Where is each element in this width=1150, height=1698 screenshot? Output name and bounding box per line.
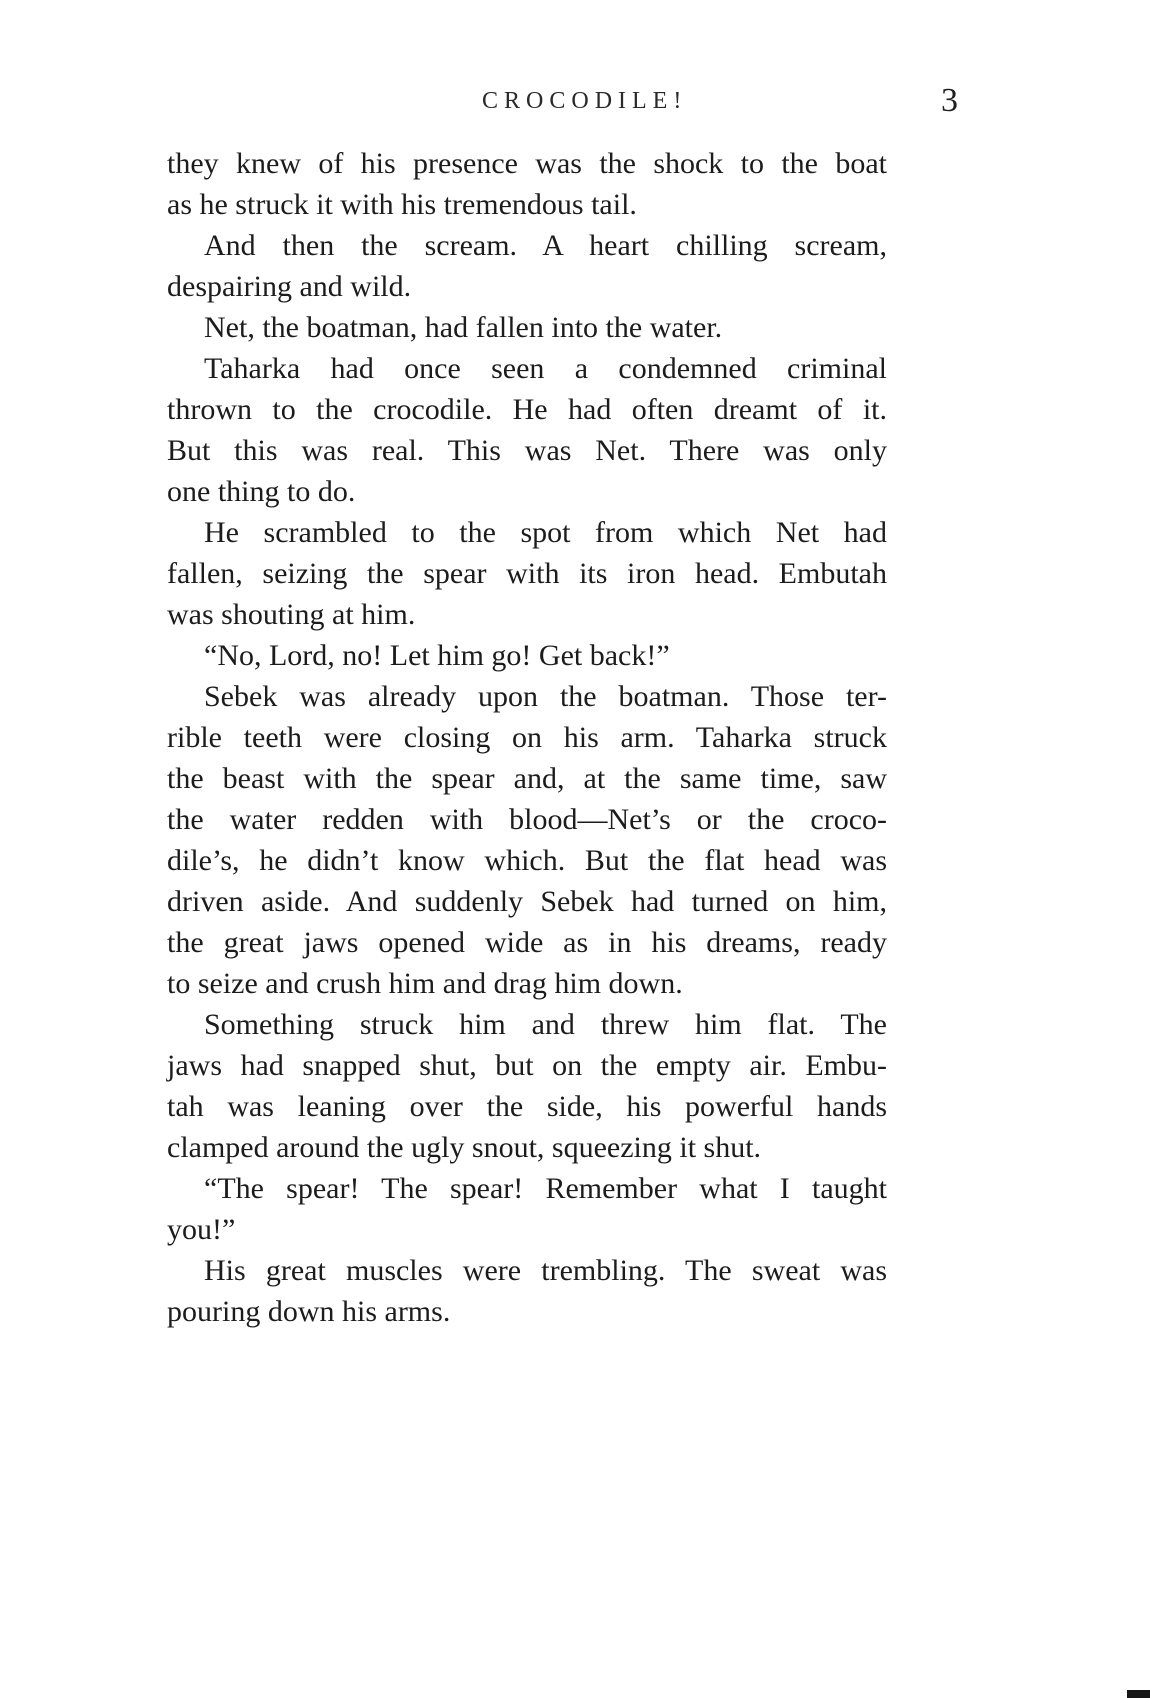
text-line: one thing to do.	[167, 475, 356, 508]
text-line: despairing and wild.	[167, 270, 412, 303]
text-line: dile’s, he didn’t know which. But the flat head was	[167, 844, 887, 877]
text-line: rible teeth were closing on his arm. Taharka struck	[167, 721, 887, 754]
text-line: Net, the boatman, had fallen into the water.	[204, 311, 723, 344]
paragraph	[167, 143, 887, 225]
text-line: driven aside. And suddenly Sebek had turned on him,	[167, 885, 887, 918]
text-line: the great jaws opened wide as in his dreams, ready	[167, 926, 887, 959]
text-line: pouring down his arms.	[167, 1295, 451, 1328]
text-line: tah was leaning over the side, his powerful hands	[167, 1090, 887, 1123]
text-line: was shouting at him.	[167, 598, 416, 631]
text-line: the beast with the spear and, at the same time, saw	[167, 762, 887, 795]
text-line: “The spear! The spear! Remember what I taught	[204, 1172, 887, 1205]
page-number: 3	[941, 82, 958, 119]
text-line: Something struck him and threw him flat. The	[204, 1008, 887, 1041]
text-line: thrown to the crocodile. He had often dreamt of it.	[167, 393, 887, 426]
paragraph	[167, 512, 887, 635]
text-line: His great muscles were trembling. The sweat was	[204, 1254, 887, 1287]
text-line: they knew of his presence was the shock to the boat	[167, 147, 887, 180]
paragraph	[167, 635, 887, 676]
text-line: fallen, seizing the spear with its iron head. Embutah	[167, 557, 887, 590]
text-line: as he struck it with his tremendous tail.	[167, 188, 637, 221]
paragraph	[167, 1168, 887, 1250]
paragraph	[167, 307, 887, 348]
scan-artifact-mark	[1127, 1690, 1150, 1698]
text-line: to seize and crush him and drag him down.	[167, 967, 683, 1000]
text-line: Taharka had once seen a condemned criminal	[204, 352, 887, 385]
text-line: But this was real. This was Net. There was only	[167, 434, 887, 467]
paragraph	[167, 348, 887, 512]
paragraph	[167, 225, 887, 307]
text-line: jaws had snapped shut, but on the empty air. Embu-	[167, 1049, 887, 1082]
text-line: And then the scream. A heart chilling scream,	[204, 229, 887, 262]
text-line: you!”	[167, 1213, 236, 1246]
text-line: “No, Lord, no! Let him go! Get back!”	[204, 639, 670, 672]
paragraph	[167, 1250, 887, 1332]
paragraph	[167, 676, 887, 1004]
text-line: the water redden with blood—Net’s or the croco-	[167, 803, 887, 836]
text-line: Sebek was already upon the boatman. Those ter-	[204, 680, 887, 713]
text-line: He scrambled to the spot from which Net had	[204, 516, 887, 549]
body-text	[167, 143, 887, 1332]
text-line: clamped around the ugly snout, squeezing it shut.	[167, 1131, 762, 1164]
running-title: CROCODILE!	[482, 88, 688, 114]
paragraph	[167, 1004, 887, 1168]
